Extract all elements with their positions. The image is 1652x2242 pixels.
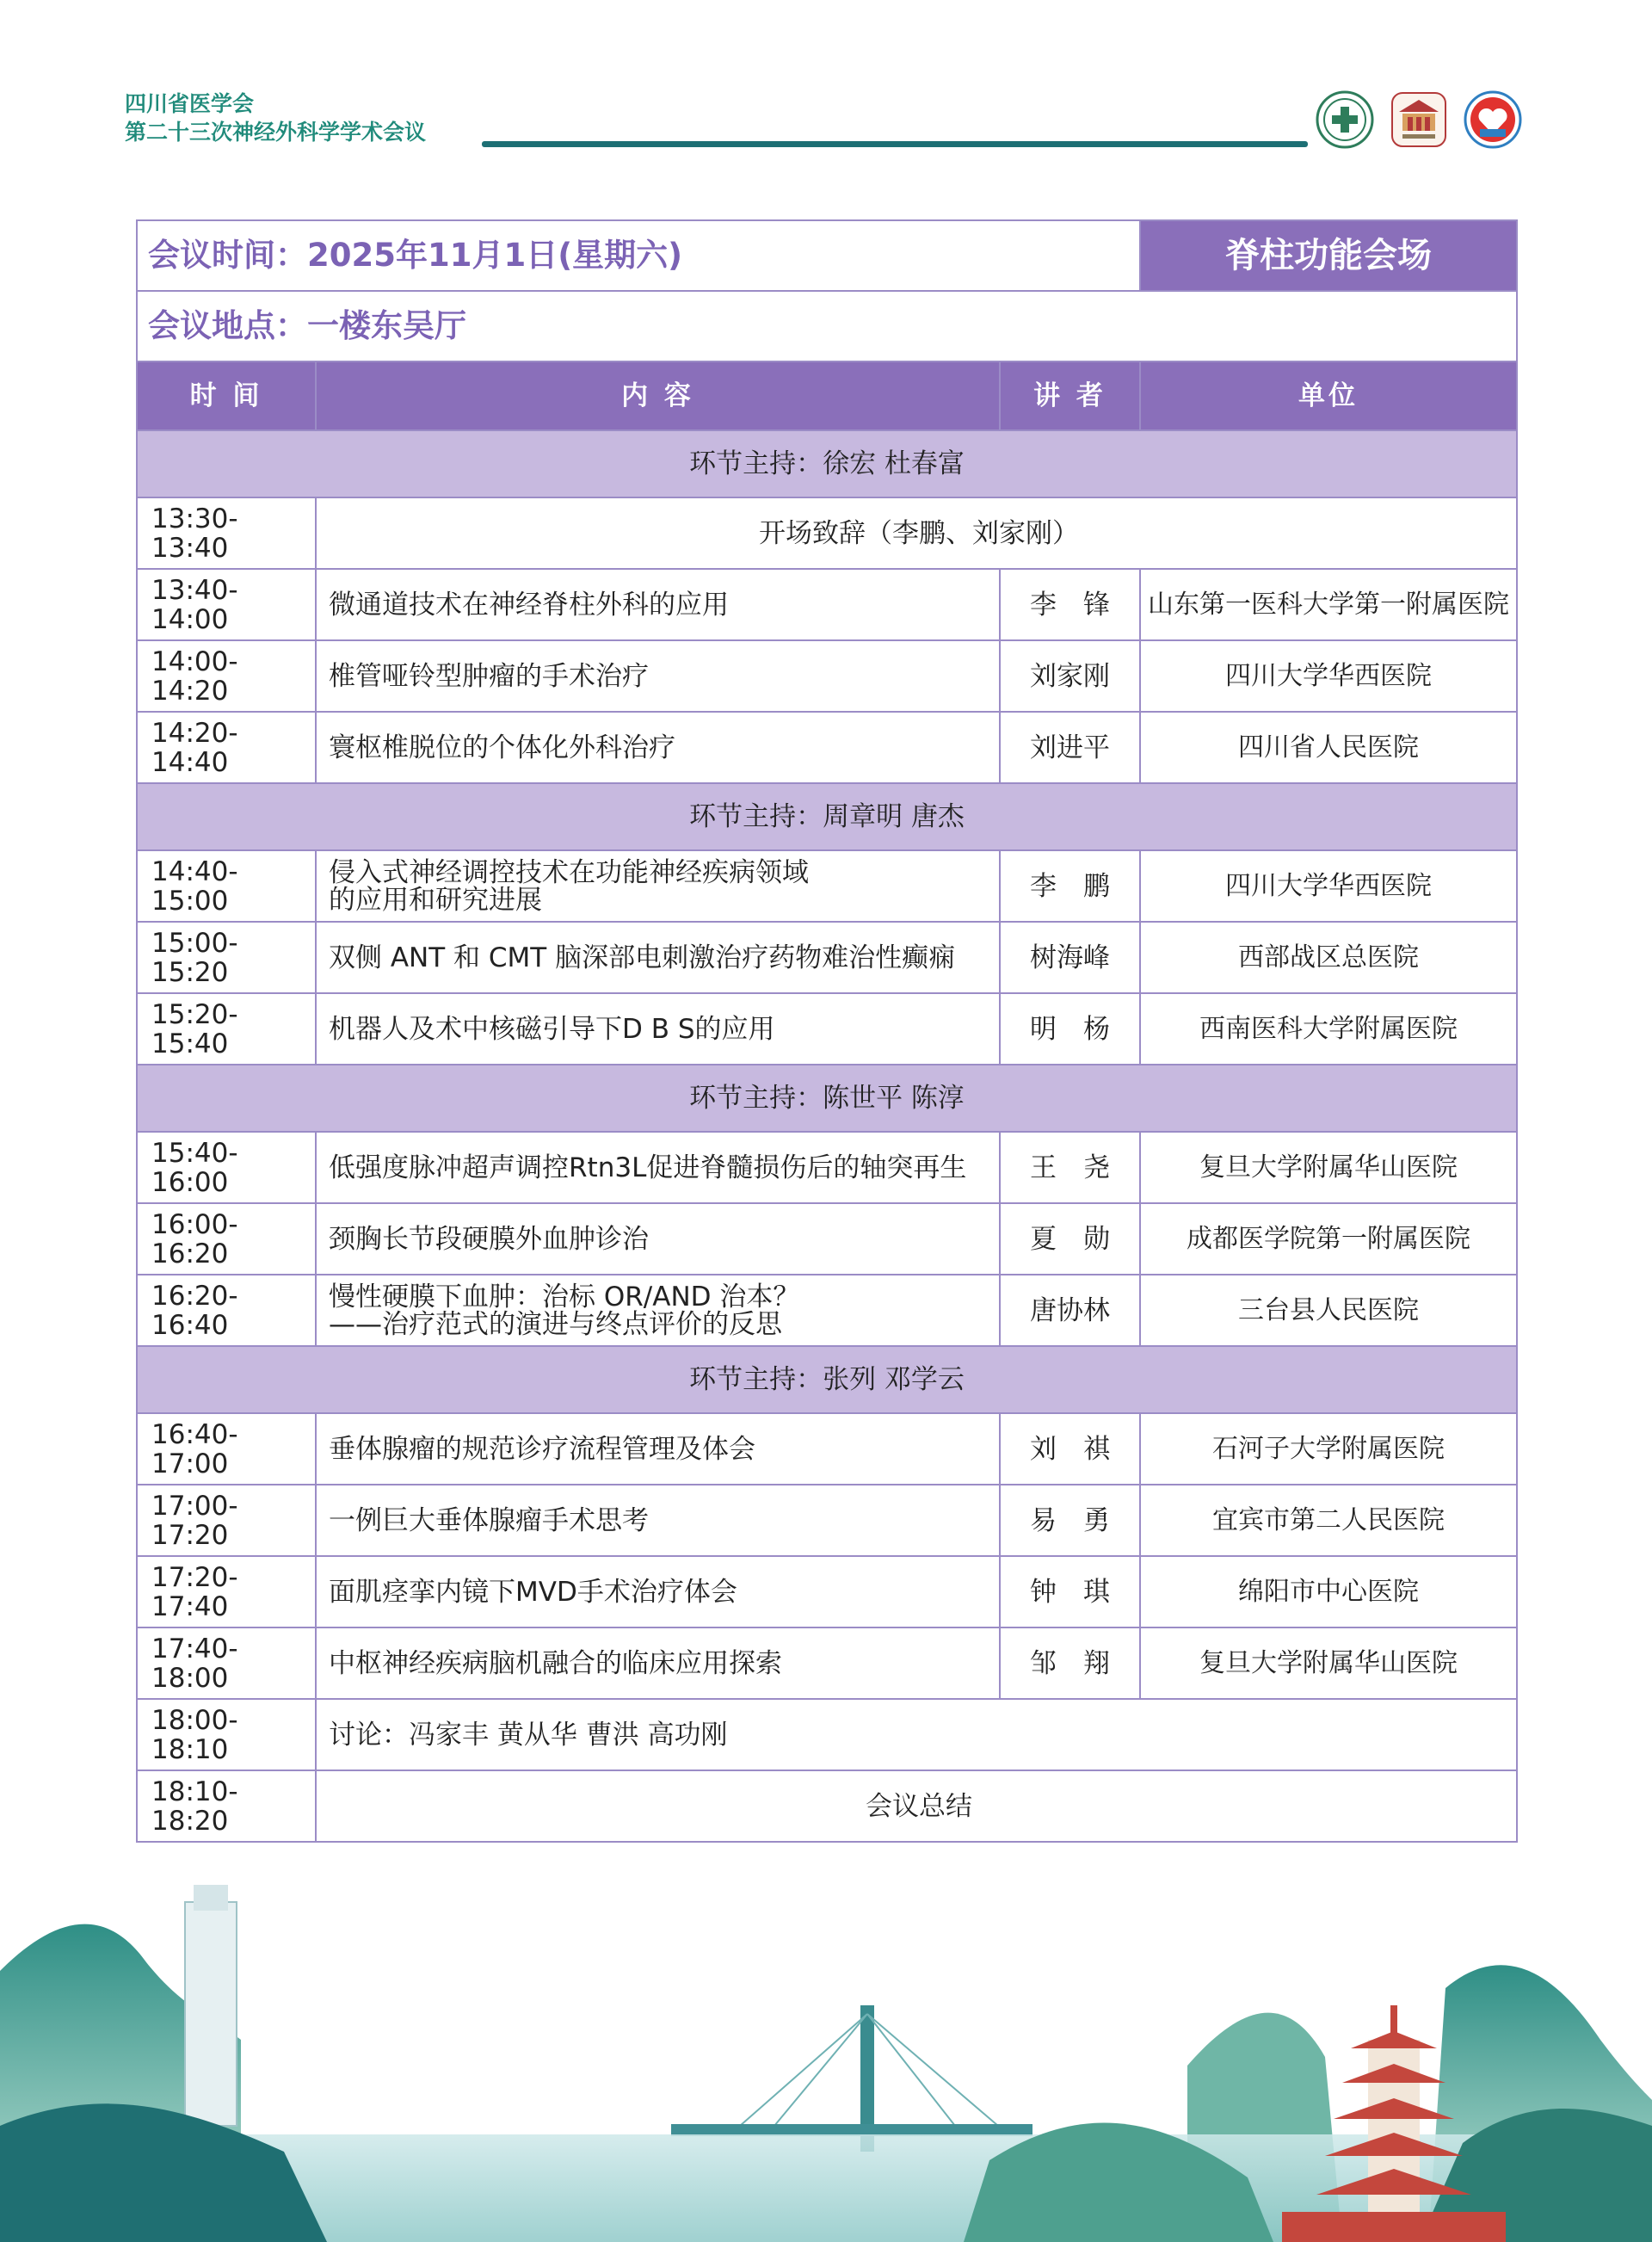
table-row — [137, 712, 1517, 783]
speaker-name: 明 杨 — [1000, 993, 1140, 1065]
session-host-row — [137, 430, 1517, 497]
time-slot: 15:20-15:40 — [137, 993, 316, 1065]
talk-title: 中枢神经疾病脑机融合的临床应用探索 — [316, 1627, 1000, 1699]
talk-title: 一例巨大垂体腺瘤手术思考 — [316, 1485, 1000, 1556]
time-slot: 14:00-14:20 — [137, 640, 316, 712]
affiliation: 绵阳市中心医院 — [1140, 1556, 1517, 1627]
speaker-name: 唐协林 — [1000, 1275, 1140, 1346]
session-host: 环节主持：周章明 唐杰 — [137, 783, 1517, 850]
medical-heart-logo-icon — [1463, 90, 1523, 150]
conference-name: 第二十三次神经外科学学术会议 — [125, 120, 427, 145]
time-slot: 17:40-18:00 — [137, 1627, 316, 1699]
table-row — [137, 1275, 1517, 1346]
session-host: 环节主持：陈世平 陈淳 — [137, 1065, 1517, 1132]
table-row — [137, 1627, 1517, 1699]
time-slot: 16:20-16:40 — [137, 1275, 316, 1346]
talk-title: 微通道技术在神经脊柱外科的应用 — [316, 569, 1000, 640]
affiliation: 成都医学院第一附属医院 — [1140, 1203, 1517, 1275]
talk-title — [316, 850, 1000, 922]
time-slot: 17:20-17:40 — [137, 1556, 316, 1627]
col-header-content: 内 容 — [316, 361, 1000, 430]
talk-title: 椎管哑铃型肿瘤的手术治疗 — [316, 640, 1000, 712]
venue-badge: 脊柱功能会场 — [1140, 220, 1517, 291]
speaker-name: 李 鹏 — [1000, 850, 1140, 922]
session-host: 环节主持：张列 邓学云 — [137, 1346, 1517, 1413]
program-note: 讨论：冯家丰 黄从华 曹洪 高功刚 — [316, 1699, 1517, 1770]
program-note: 会议总结 — [316, 1770, 1517, 1842]
time-slot: 14:20-14:40 — [137, 712, 316, 783]
talk-title — [316, 1275, 1000, 1346]
session-host-row — [137, 1065, 1517, 1132]
time-slot: 15:40-16:00 — [137, 1132, 316, 1203]
building-crest-icon — [1389, 90, 1449, 150]
landscape-illustration — [0, 1868, 1652, 2242]
org-name: 四川省医学会 — [125, 91, 255, 116]
talk-title-line: ——治疗范式的演进与终点评价的反思 — [329, 1308, 782, 1340]
speaker-name: 王 尧 — [1000, 1132, 1140, 1203]
affiliation: 三台县人民医院 — [1140, 1275, 1517, 1346]
affiliation: 四川大学华西医院 — [1140, 850, 1517, 922]
time-slot: 18:00-18:10 — [137, 1699, 316, 1770]
time-slot: 14:40-15:00 — [137, 850, 316, 922]
table-row — [137, 497, 1517, 569]
speaker-name: 夏 勋 — [1000, 1203, 1140, 1275]
table-row — [137, 1699, 1517, 1770]
header-divider — [482, 141, 1308, 147]
meeting-location: 会议地点：一楼东吴厅 — [137, 291, 1517, 361]
session-host-row — [137, 783, 1517, 850]
session-host: 环节主持：徐宏 杜春富 — [137, 430, 1517, 497]
table-row — [137, 1413, 1517, 1485]
talk-title: 机器人及术中核磁引导下D B S的应用 — [316, 993, 1000, 1065]
table-row — [137, 569, 1517, 640]
affiliation: 石河子大学附属医院 — [1140, 1413, 1517, 1485]
table-row — [137, 922, 1517, 993]
hospital-seal-icon — [1315, 90, 1375, 150]
program-note: 开场致辞（李鹏、刘家刚） — [316, 497, 1517, 569]
organizer-title — [125, 90, 426, 146]
affiliation: 西部战区总医院 — [1140, 922, 1517, 993]
meeting-time-row — [137, 220, 1517, 291]
talk-title: 垂体腺瘤的规范诊疗流程管理及体会 — [316, 1413, 1000, 1485]
time-slot: 15:00-15:20 — [137, 922, 316, 993]
talk-title: 面肌痉挛内镜下MVD手术治疗体会 — [316, 1556, 1000, 1627]
affiliation: 四川省人民医院 — [1140, 712, 1517, 783]
affiliation: 宜宾市第二人民医院 — [1140, 1485, 1517, 1556]
time-slot: 13:30-13:40 — [137, 497, 316, 569]
talk-title: 双侧 ANT 和 CMT 脑深部电刺激治疗药物难治性癫痫 — [316, 922, 1000, 993]
table-row — [137, 1485, 1517, 1556]
speaker-name: 刘家刚 — [1000, 640, 1140, 712]
table-header-row — [137, 361, 1517, 430]
schedule-table — [136, 219, 1518, 1843]
speaker-name: 邹 翔 — [1000, 1627, 1140, 1699]
speaker-name: 刘 祺 — [1000, 1413, 1140, 1485]
speaker-name: 刘进平 — [1000, 712, 1140, 783]
table-row — [137, 993, 1517, 1065]
affiliation: 山东第一医科大学第一附属医院 — [1140, 569, 1517, 640]
talk-title: 寰枢椎脱位的个体化外科治疗 — [316, 712, 1000, 783]
time-slot: 13:40-14:00 — [137, 569, 316, 640]
speaker-name: 易 勇 — [1000, 1485, 1140, 1556]
meeting-location-row — [137, 291, 1517, 361]
talk-title: 颈胸长节段硬膜外血肿诊治 — [316, 1203, 1000, 1275]
meeting-time: 会议时间：2025年11月1日(星期六) — [137, 220, 1140, 291]
speaker-name: 钟 琪 — [1000, 1556, 1140, 1627]
talk-title-line: 慢性硬膜下血肿：治标 OR/AND 治本？ — [329, 1281, 800, 1312]
table-row — [137, 1556, 1517, 1627]
table-row — [137, 1132, 1517, 1203]
speaker-name: 树海峰 — [1000, 922, 1140, 993]
table-row — [137, 1770, 1517, 1842]
time-slot: 16:00-16:20 — [137, 1203, 316, 1275]
time-slot: 17:00-17:20 — [137, 1485, 316, 1556]
time-slot: 16:40-17:00 — [137, 1413, 316, 1485]
affiliation: 复旦大学附属华山医院 — [1140, 1627, 1517, 1699]
table-row — [137, 640, 1517, 712]
col-header-speaker: 讲 者 — [1000, 361, 1140, 430]
affiliation: 西南医科大学附属医院 — [1140, 993, 1517, 1065]
talk-title: 低强度脉冲超声调控Rtn3L促进脊髓损伤后的轴突再生 — [316, 1132, 1000, 1203]
table-row — [137, 850, 1517, 922]
speaker-name: 李 锋 — [1000, 569, 1140, 640]
logo-group — [1315, 90, 1530, 151]
affiliation: 四川大学华西医院 — [1140, 640, 1517, 712]
session-host-row — [137, 1346, 1517, 1413]
affiliation: 复旦大学附属华山医院 — [1140, 1132, 1517, 1203]
col-header-unit: 单位 — [1140, 361, 1517, 430]
time-slot: 18:10-18:20 — [137, 1770, 316, 1842]
talk-title-line: 的应用和研究进展 — [329, 884, 542, 916]
col-header-time: 时 间 — [137, 361, 316, 430]
talk-title-line: 侵入式神经调控技术在功能神经疾病领域 — [329, 856, 809, 888]
table-row — [137, 1203, 1517, 1275]
